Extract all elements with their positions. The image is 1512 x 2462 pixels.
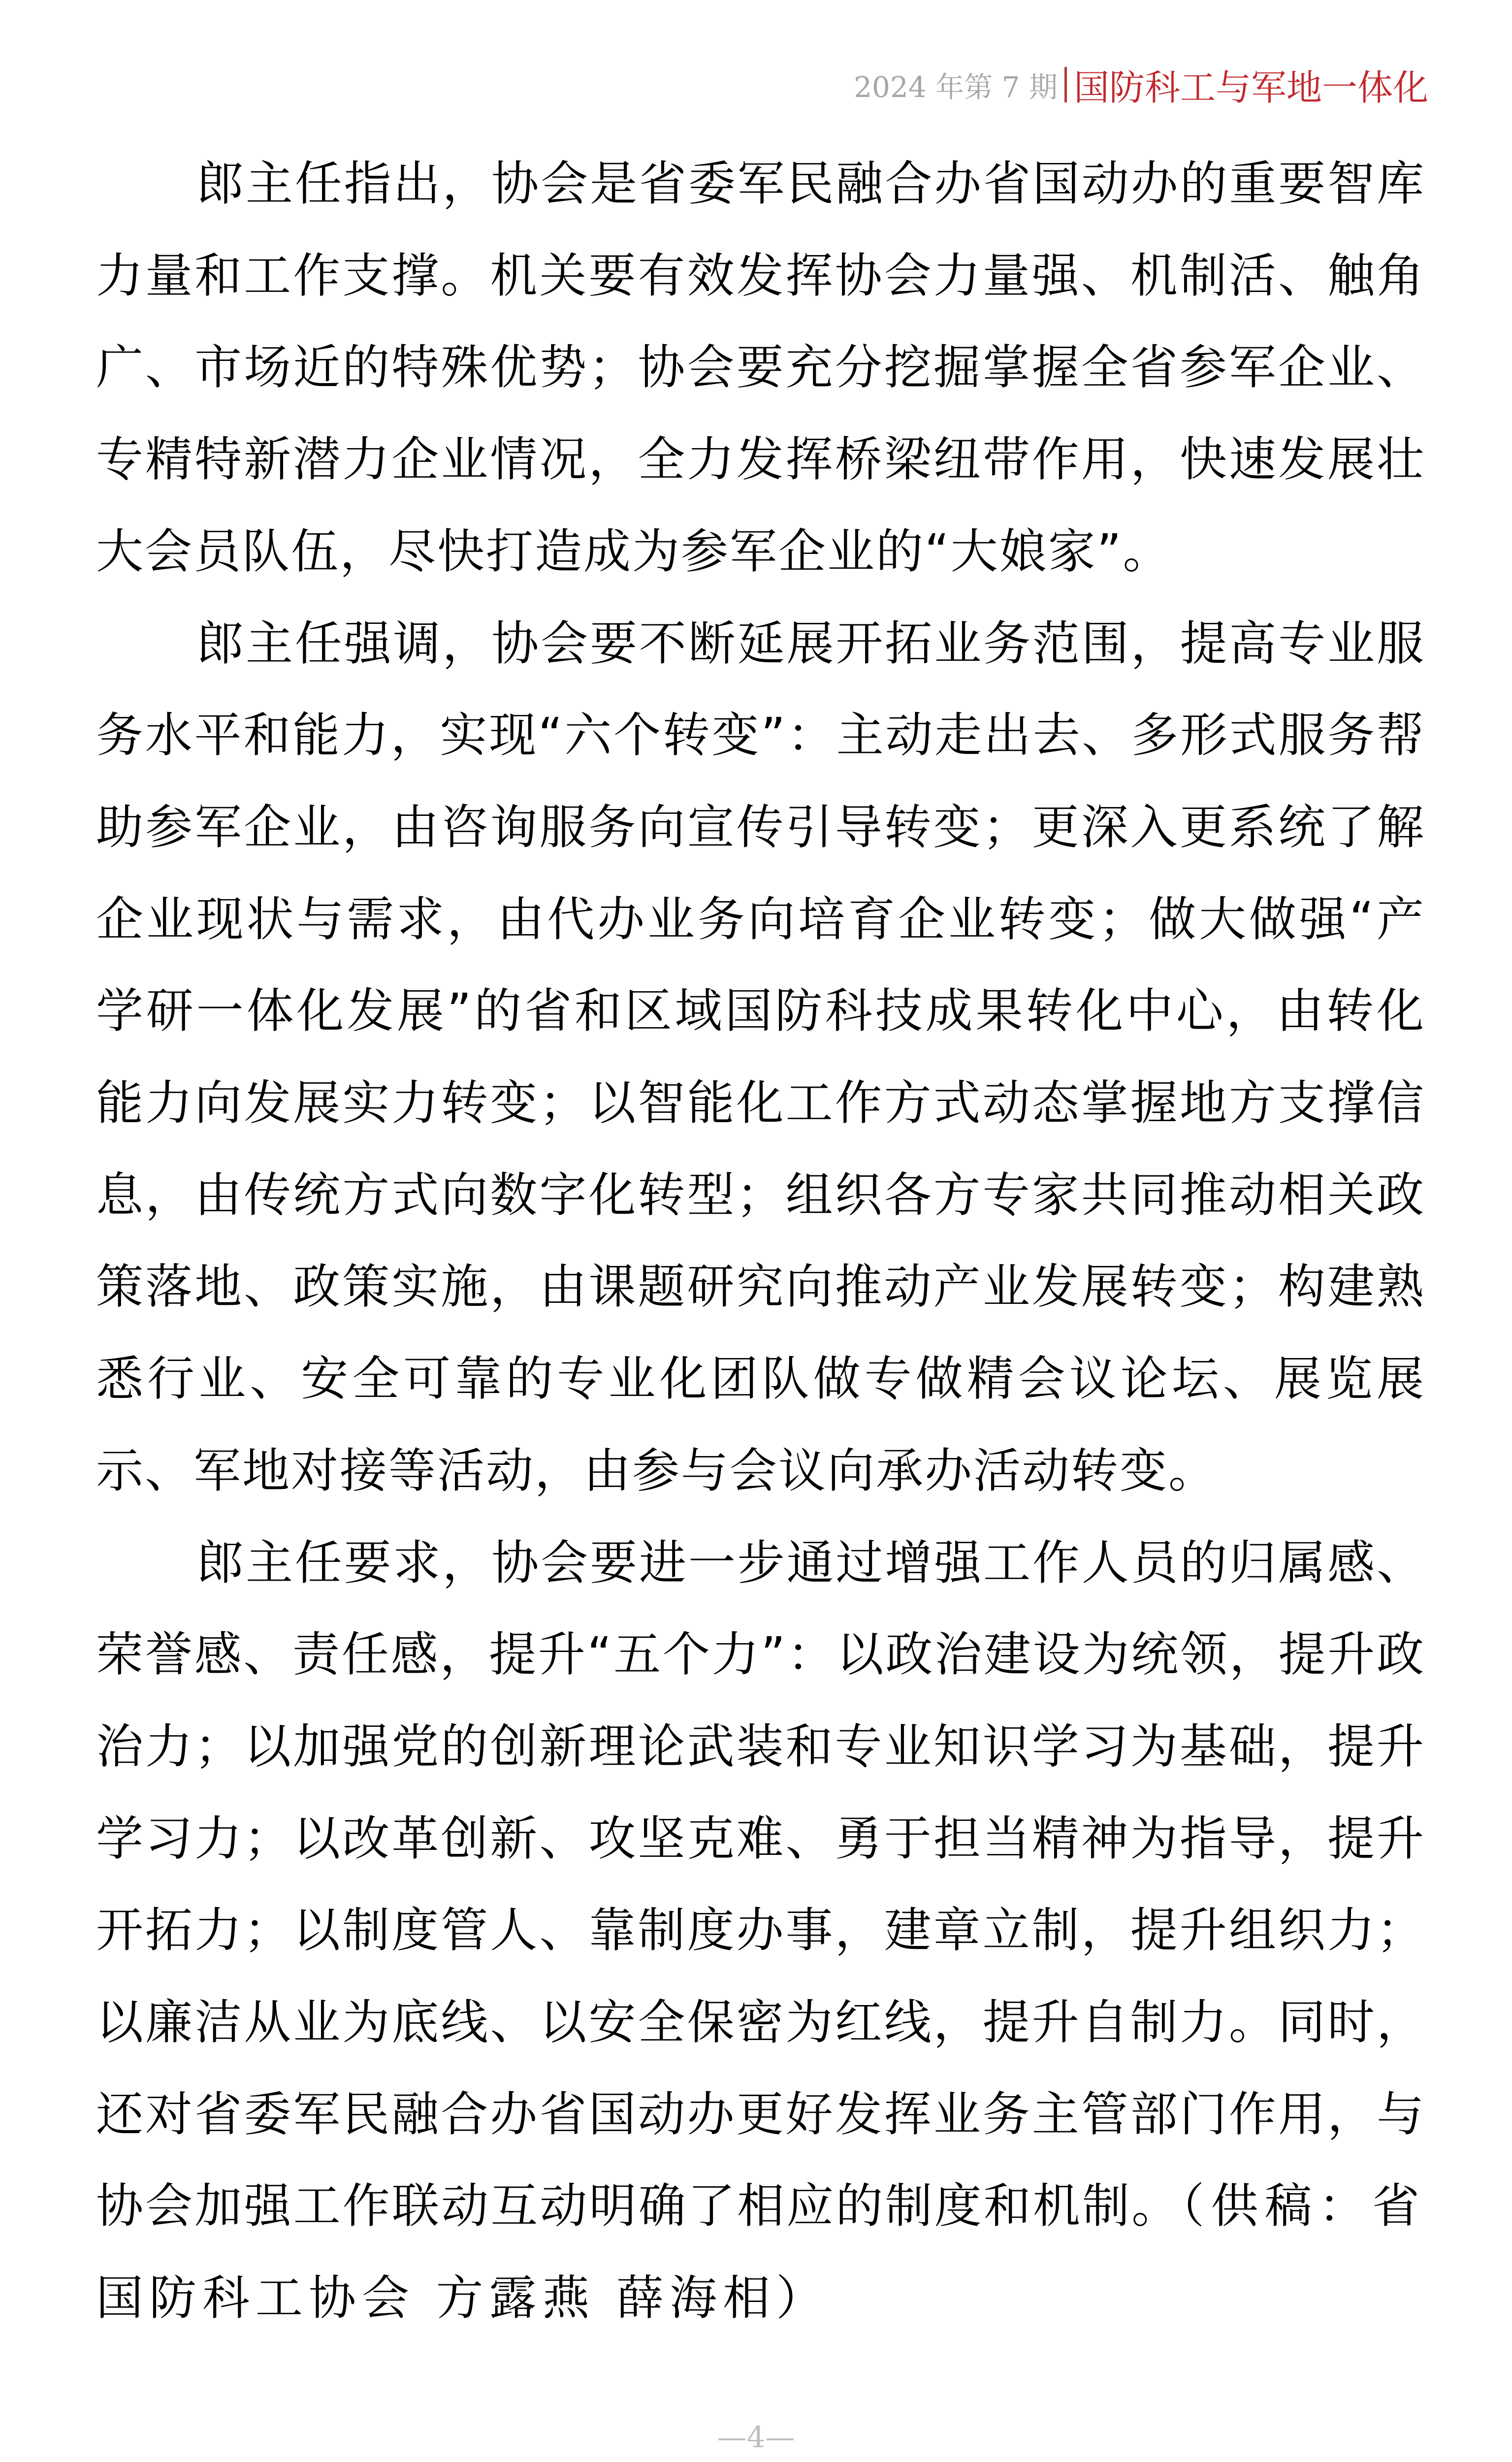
credit-line: （供稿：省国防科工协会 方露燕 薛海相） (96, 2178, 1426, 2326)
paragraph-1: 郎主任指出，协会是省委军民融合办省国动办的重要智库力量和工作支撑。机关要有效发挥协会力量强、机制活、触角广、市场近的特殊优势；协会要充分挖掘掌握全省参军企业、专精特新潜力企业情况，全力发挥桥梁纽带作用，快速发展壮大会员队伍，尽快打造成为参军企业的“大娘家”。 (96, 156, 1425, 579)
paragraph-3 (96, 1517, 1425, 2344)
article-body (96, 138, 1425, 2344)
header-divider (1064, 67, 1067, 102)
issue-label: 2024 年第 7 期 (854, 70, 1058, 104)
paragraph-2: 郎主任强调，协会要不断延展开拓业务范围，提高专业服务水平和能力，实现“六个转变”：主动走出去、多形式服务帮助参军企业，由咨询服务向宣传引导转变；更深入更系统了解企业现状与需求，由代办业务向培育企业转变；做大做强“产学研一体化发展”的省和区域国防科技成果转化中心，由转化能力向发展实力转变；以智能化工作方式动态掌握地方支撑信息，由传统方式向数字化转型；组织各方专家共同推动相关政策落地、政策实施，由课题研究向推动产业发展转变；构建熟悉行业、安全可靠的专业化团队做专做精会议论坛、展览展示、军地对接等活动，由参与会议向承办活动转变。 (96, 616, 1425, 1498)
column-title: 国防科工与军地一体化 (1073, 67, 1428, 108)
page-header (854, 59, 1428, 110)
paragraph-3-text: 郎主任要求，协会要进一步通过增强工作人员的归属感、荣誉感、责任感，提升“五个力”：以政治建设为统领，提升政治力；以加强党的创新理论武装和专业知识学习为基础，提升学习力；以改革创新、攻坚克难、勇于担当精神为指导，提升开拓力；以制度管人、靠制度办事，建章立制，提升组织力；以廉洁从业为底线、以安全保密为红线，提升自制力。同时，还对省委军民融合办省国动办更好发挥业务主管部门作用，与协会加强工作联动互动明确了相应的制度和机制。 (96, 1535, 1425, 2234)
page-number: —4— (717, 2420, 795, 2455)
